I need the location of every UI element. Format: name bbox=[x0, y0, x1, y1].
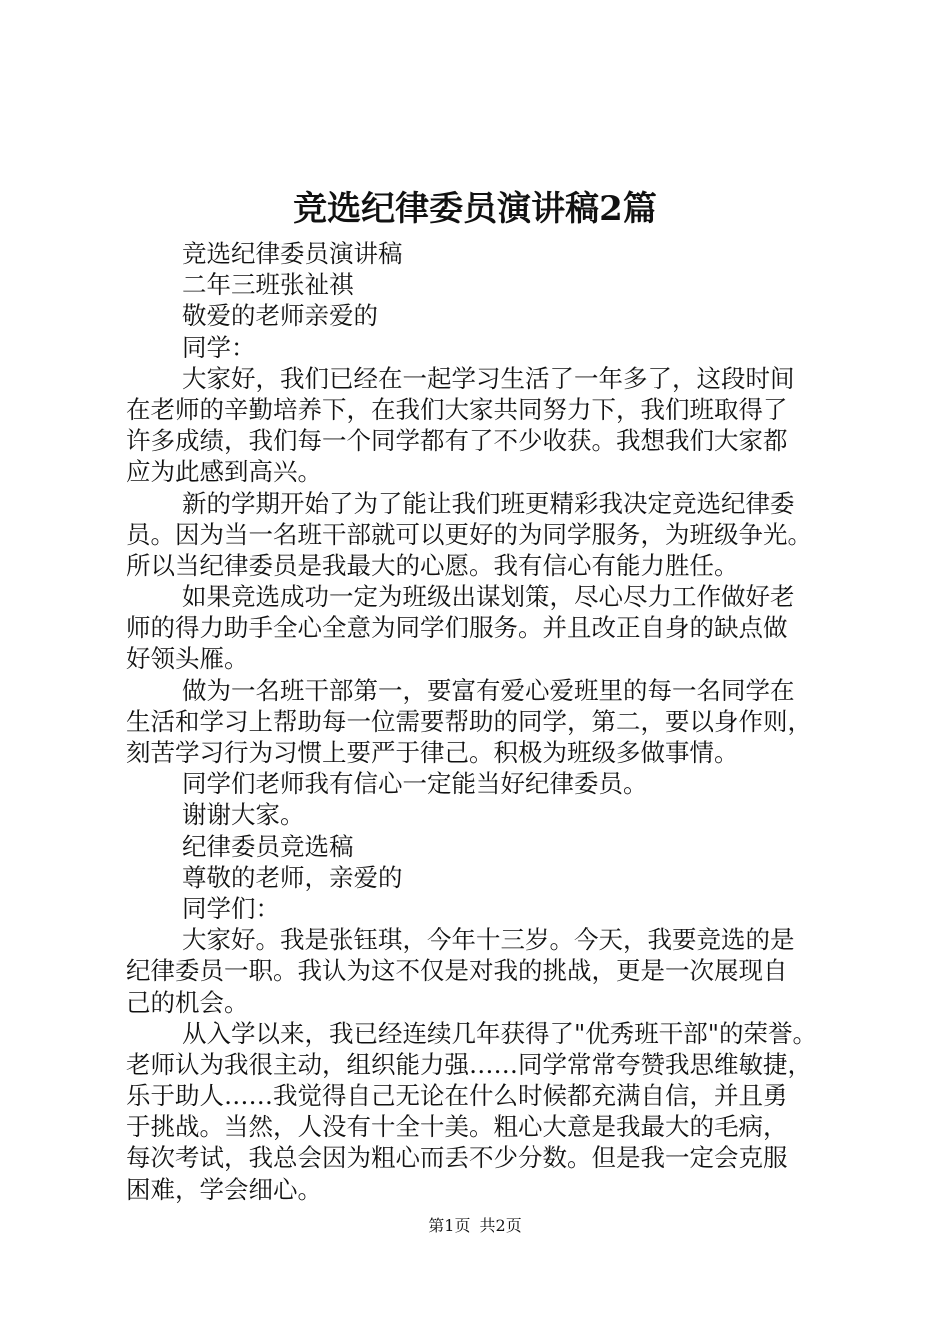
text-line: 同学： bbox=[182, 332, 256, 362]
text-line: 大家好。我是张钰琪，今年十三岁。今天，我要竞选的是 bbox=[182, 925, 795, 955]
document-title: 竞选纪律委员演讲稿2篇 bbox=[293, 189, 657, 229]
text-line: 谢谢大家。 bbox=[182, 800, 305, 830]
text-line: 员。因为当一名班干部就可以更好的为同学服务，为班级争光。 bbox=[126, 519, 812, 549]
text-line: 大家好，我们已经在一起学习生活了一年多了，这段时间 bbox=[182, 363, 795, 393]
page-number: 第1页 bbox=[428, 1216, 471, 1235]
document-body bbox=[126, 238, 861, 1205]
text-line: 做为一名班干部第一，要富有爱心爱班里的每一名同学在 bbox=[182, 675, 795, 705]
text-line: 同学们： bbox=[182, 893, 280, 923]
text-line: 老师认为我很主动，组织能力强……同学常常夸赞我思维敏捷， bbox=[126, 1049, 812, 1079]
text-line: 纪律委员一职。我认为这不仅是对我的挑战，更是一次展现自 bbox=[126, 956, 788, 986]
text-line: 刻苦学习行为习惯上要严于律己。积极为班级多做事情。 bbox=[126, 738, 739, 767]
text-line: 从入学以来，我已经连续几年获得了"优秀班干部"的荣誉。 bbox=[182, 1018, 818, 1048]
text-line: 好领头雁。 bbox=[126, 644, 249, 674]
text-line: 生活和学习上帮助每一位需要帮助的同学，第二，要以身作则， bbox=[126, 706, 812, 736]
page-footer bbox=[0, 1214, 950, 1238]
text-line: 于挑战。当然，人没有十全十美。粗心大意是我最大的毛病， bbox=[126, 1112, 788, 1142]
text-line: 纪律委员竞选稿 bbox=[182, 831, 354, 861]
text-line: 在老师的辛勤培养下，在我们大家共同努力下，我们班取得了 bbox=[126, 394, 788, 424]
text-line: 乐于助人……我觉得自己无论在什么时候都充满自信，并且勇 bbox=[126, 1081, 788, 1111]
text-line: 所以当纪律委员是我最大的心愿。我有信心有能力胜任。 bbox=[126, 550, 739, 580]
text-line: 困难，学会细心。 bbox=[126, 1174, 322, 1204]
text-line: 每次考试，我总会因为粗心而丢不少分数。但是我一定会克服 bbox=[126, 1143, 788, 1173]
text-line: 己的机会。 bbox=[126, 987, 249, 1017]
page-total: 共2页 bbox=[479, 1216, 522, 1235]
text-line: 如果竞选成功一定为班级出谋划策，尽心尽力工作做好老 bbox=[182, 582, 795, 612]
text-line: 新的学期开始了为了能让我们班更精彩我决定竞选纪律委 bbox=[182, 488, 795, 518]
text-line: 敬爱的老师亲爱的 bbox=[182, 301, 378, 331]
text-line: 同学们老师我有信心一定能当好纪律委员。 bbox=[182, 769, 648, 799]
text-line: 竞选纪律委员演讲稿 bbox=[182, 239, 403, 268]
text-line: 应为此感到高兴。 bbox=[126, 457, 322, 487]
text-line: 师的得力助手全心全意为同学们服务。并且改正自身的缺点做 bbox=[126, 613, 788, 643]
text-line: 尊敬的老师，亲爱的 bbox=[182, 862, 403, 892]
text-line: 许多成绩，我们每一个同学都有了不少收获。我想我们大家都 bbox=[126, 426, 788, 456]
text-line: 二年三班张祉祺 bbox=[182, 270, 354, 300]
